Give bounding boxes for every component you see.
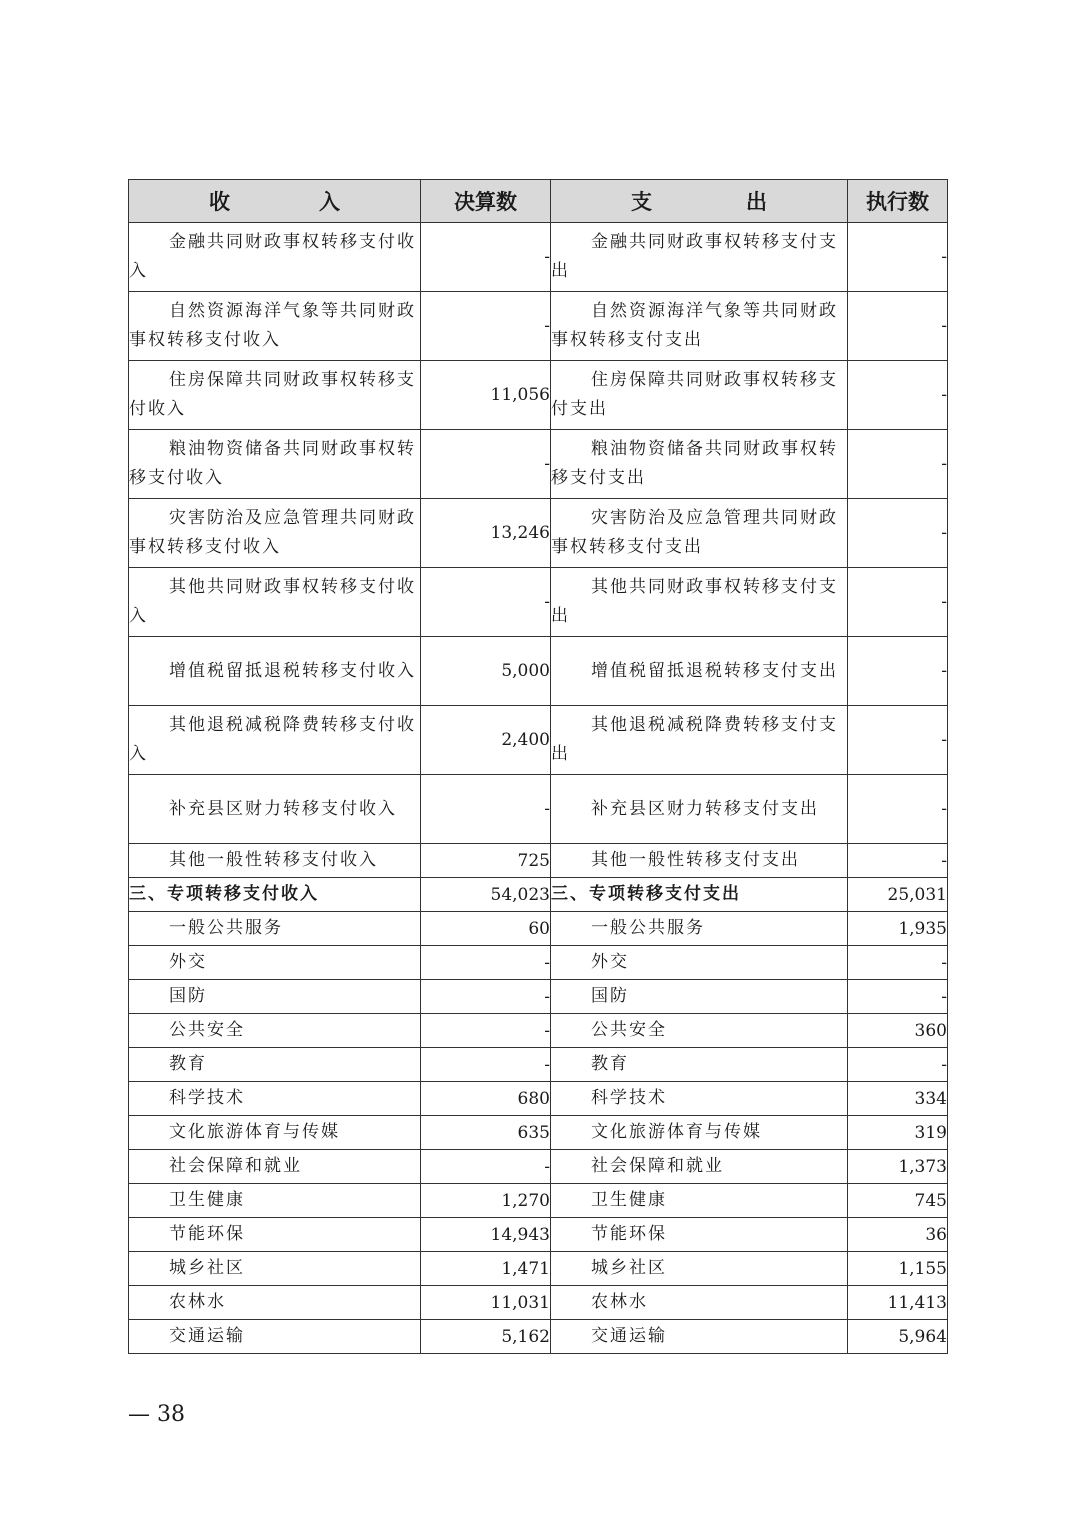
income-item (129, 637, 421, 706)
expense-value-header: 执行数 (848, 180, 948, 223)
expense-item (551, 499, 848, 568)
expense-item (551, 1150, 848, 1184)
expense-value: - (848, 223, 948, 292)
income-item (129, 1286, 421, 1320)
table-body (129, 223, 948, 1354)
expense-item (551, 1082, 848, 1116)
expense-value: 36 (848, 1218, 948, 1252)
expense-header: 支 出 (551, 180, 848, 223)
income-value: - (421, 1014, 551, 1048)
income-value: 725 (421, 844, 551, 878)
income-value: - (421, 980, 551, 1014)
expense-value: 319 (848, 1116, 948, 1150)
income-item-text: 科学技术 (169, 1088, 245, 1108)
income-item (129, 1082, 421, 1116)
expense-item-text: 增值税留抵退税转移支付支出 (591, 660, 838, 681)
income-item-text: 其他退税减税降费转移支付收入 (129, 715, 416, 764)
expense-value: 5,964 (848, 1320, 948, 1354)
expense-item-text: 住房保障共同财政事权转移支付支出 (551, 370, 838, 419)
income-value: 60 (421, 912, 551, 946)
table-row (129, 499, 948, 568)
expense-value: - (848, 637, 948, 706)
table-row (129, 1218, 948, 1252)
income-value: - (421, 1048, 551, 1082)
income-item (129, 912, 421, 946)
expense-item (551, 1014, 848, 1048)
table-row (129, 430, 948, 499)
income-item-text: 农林水 (169, 1292, 226, 1312)
expense-item (551, 1116, 848, 1150)
income-item (129, 499, 421, 568)
expense-item-text: 其他退税减税降费转移支付支出 (551, 715, 838, 764)
income-value: - (421, 292, 551, 361)
expense-value: - (848, 946, 948, 980)
income-item-text: 自然资源海洋气象等共同财政事权转移支付收入 (129, 301, 416, 350)
income-value: 1,471 (421, 1252, 551, 1286)
expense-item (551, 946, 848, 980)
expense-item (551, 1184, 848, 1218)
income-item (129, 775, 421, 844)
expense-item (551, 775, 848, 844)
table-row (129, 878, 948, 912)
expense-item (551, 980, 848, 1014)
table-row (129, 568, 948, 637)
expense-item-text: 灾害防治及应急管理共同财政事权转移支付支出 (551, 508, 838, 557)
expense-item (551, 1252, 848, 1286)
table-row (129, 844, 948, 878)
income-item-text: 交通运输 (169, 1326, 245, 1346)
expense-item (551, 844, 848, 878)
table-row (129, 775, 948, 844)
income-item (129, 361, 421, 430)
table-row (129, 1184, 948, 1218)
income-item (129, 1320, 421, 1354)
income-item-text: 教育 (169, 1054, 207, 1074)
income-item-text: 社会保障和就业 (169, 1156, 302, 1176)
expense-item-text: 三、专项转移支付支出 (551, 884, 741, 904)
income-item-text: 三、专项转移支付收入 (129, 884, 319, 904)
budget-table (128, 179, 948, 1354)
income-item-text: 公共安全 (169, 1020, 245, 1040)
expense-value: - (848, 1048, 948, 1082)
expense-item-text: 社会保障和就业 (591, 1156, 724, 1176)
income-item-text: 国防 (169, 986, 207, 1006)
expense-item (551, 1320, 848, 1354)
expense-item-text: 其他一般性转移支付支出 (591, 850, 800, 870)
expense-value: 11,413 (848, 1286, 948, 1320)
income-item (129, 1218, 421, 1252)
expense-value: 1,373 (848, 1150, 948, 1184)
income-value: 14,943 (421, 1218, 551, 1252)
expense-item-text: 自然资源海洋气象等共同财政事权转移支付支出 (551, 301, 838, 350)
expense-item-text: 卫生健康 (591, 1190, 667, 1210)
table-row (129, 1320, 948, 1354)
income-item (129, 844, 421, 878)
expense-item (551, 223, 848, 292)
expense-item-text: 金融共同财政事权转移支付支出 (551, 232, 838, 281)
income-value: 635 (421, 1116, 551, 1150)
expense-value: - (848, 430, 948, 499)
income-value: 11,056 (421, 361, 551, 430)
income-item (129, 430, 421, 499)
income-item-text: 住房保障共同财政事权转移支付收入 (129, 370, 416, 419)
expense-value: 25,031 (848, 878, 948, 912)
expense-item-text: 粮油物资储备共同财政事权转移支付支出 (551, 439, 838, 488)
income-value: 680 (421, 1082, 551, 1116)
table-row (129, 292, 948, 361)
income-item (129, 1116, 421, 1150)
income-value: - (421, 775, 551, 844)
table-header-row (129, 180, 948, 223)
income-item-text: 补充县区财力转移支付收入 (169, 798, 397, 819)
income-item-text: 城乡社区 (169, 1258, 245, 1278)
expense-value: 1,935 (848, 912, 948, 946)
expense-value: - (848, 499, 948, 568)
table-row (129, 1286, 948, 1320)
expense-value: - (848, 775, 948, 844)
table-row (129, 980, 948, 1014)
expense-item-text: 交通运输 (591, 1326, 667, 1346)
expense-item-text: 文化旅游体育与传媒 (591, 1122, 762, 1142)
expense-item (551, 1286, 848, 1320)
income-item (129, 1184, 421, 1218)
expense-item (551, 878, 848, 912)
income-item-text: 灾害防治及应急管理共同财政事权转移支付收入 (129, 508, 416, 557)
income-item (129, 568, 421, 637)
expense-item-text: 科学技术 (591, 1088, 667, 1108)
expense-item (551, 292, 848, 361)
expense-item (551, 430, 848, 499)
income-header: 收 入 (129, 180, 421, 223)
income-value: 13,246 (421, 499, 551, 568)
expense-item (551, 912, 848, 946)
table-row (129, 1150, 948, 1184)
income-value: - (421, 1150, 551, 1184)
income-item-text: 其他一般性转移支付收入 (169, 850, 378, 870)
income-item-text: 金融共同财政事权转移支付收入 (129, 232, 416, 281)
expense-item-text: 城乡社区 (591, 1258, 667, 1278)
income-value: 1,270 (421, 1184, 551, 1218)
income-item-text: 其他共同财政事权转移支付收入 (129, 577, 416, 626)
expense-item (551, 361, 848, 430)
income-item-text: 文化旅游体育与传媒 (169, 1122, 340, 1142)
table-row (129, 1116, 948, 1150)
income-item-text: 粮油物资储备共同财政事权转移支付收入 (129, 439, 416, 488)
table-row (129, 1048, 948, 1082)
income-item (129, 1014, 421, 1048)
expense-value: - (848, 361, 948, 430)
table-row (129, 637, 948, 706)
income-value: - (421, 430, 551, 499)
income-item (129, 706, 421, 775)
income-item-text: 一般公共服务 (169, 918, 283, 938)
expense-value: - (848, 292, 948, 361)
income-item (129, 980, 421, 1014)
table-row (129, 223, 948, 292)
income-item (129, 292, 421, 361)
income-value: - (421, 946, 551, 980)
income-item-text: 增值税留抵退税转移支付收入 (169, 660, 416, 681)
expense-item-text: 补充县区财力转移支付支出 (591, 798, 819, 819)
expense-value: - (848, 980, 948, 1014)
expense-item (551, 637, 848, 706)
income-value-header: 决算数 (421, 180, 551, 223)
expense-value: - (848, 844, 948, 878)
income-value: 2,400 (421, 706, 551, 775)
expense-value: 360 (848, 1014, 948, 1048)
expense-item-text: 其他共同财政事权转移支付支出 (551, 577, 838, 626)
expense-item-text: 国防 (591, 986, 629, 1006)
expense-value: 1,155 (848, 1252, 948, 1286)
income-value: 5,162 (421, 1320, 551, 1354)
income-item-text: 外交 (169, 952, 207, 972)
income-item (129, 1150, 421, 1184)
expense-value: - (848, 706, 948, 775)
income-item-text: 节能环保 (169, 1224, 245, 1244)
expense-item (551, 568, 848, 637)
table-row (129, 361, 948, 430)
table-row (129, 946, 948, 980)
income-item (129, 1252, 421, 1286)
income-value: - (421, 568, 551, 637)
income-item-text: 卫生健康 (169, 1190, 245, 1210)
table-row (129, 1252, 948, 1286)
expense-value: 334 (848, 1082, 948, 1116)
expense-item-text: 教育 (591, 1054, 629, 1074)
expense-item-text: 节能环保 (591, 1224, 667, 1244)
income-item (129, 878, 421, 912)
page-number: — 38 (128, 1402, 185, 1427)
expense-item-text: 农林水 (591, 1292, 648, 1312)
expense-item (551, 1048, 848, 1082)
income-value: 11,031 (421, 1286, 551, 1320)
table-row (129, 1082, 948, 1116)
income-value: - (421, 223, 551, 292)
expense-item (551, 706, 848, 775)
income-value: 54,023 (421, 878, 551, 912)
expense-item (551, 1218, 848, 1252)
income-item (129, 223, 421, 292)
table-row (129, 706, 948, 775)
income-item (129, 946, 421, 980)
income-item (129, 1048, 421, 1082)
expense-item-text: 公共安全 (591, 1020, 667, 1040)
expense-value: 745 (848, 1184, 948, 1218)
table-row (129, 912, 948, 946)
expense-value: - (848, 568, 948, 637)
table-row (129, 1014, 948, 1048)
expense-item-text: 外交 (591, 952, 629, 972)
income-value: 5,000 (421, 637, 551, 706)
expense-item-text: 一般公共服务 (591, 918, 705, 938)
